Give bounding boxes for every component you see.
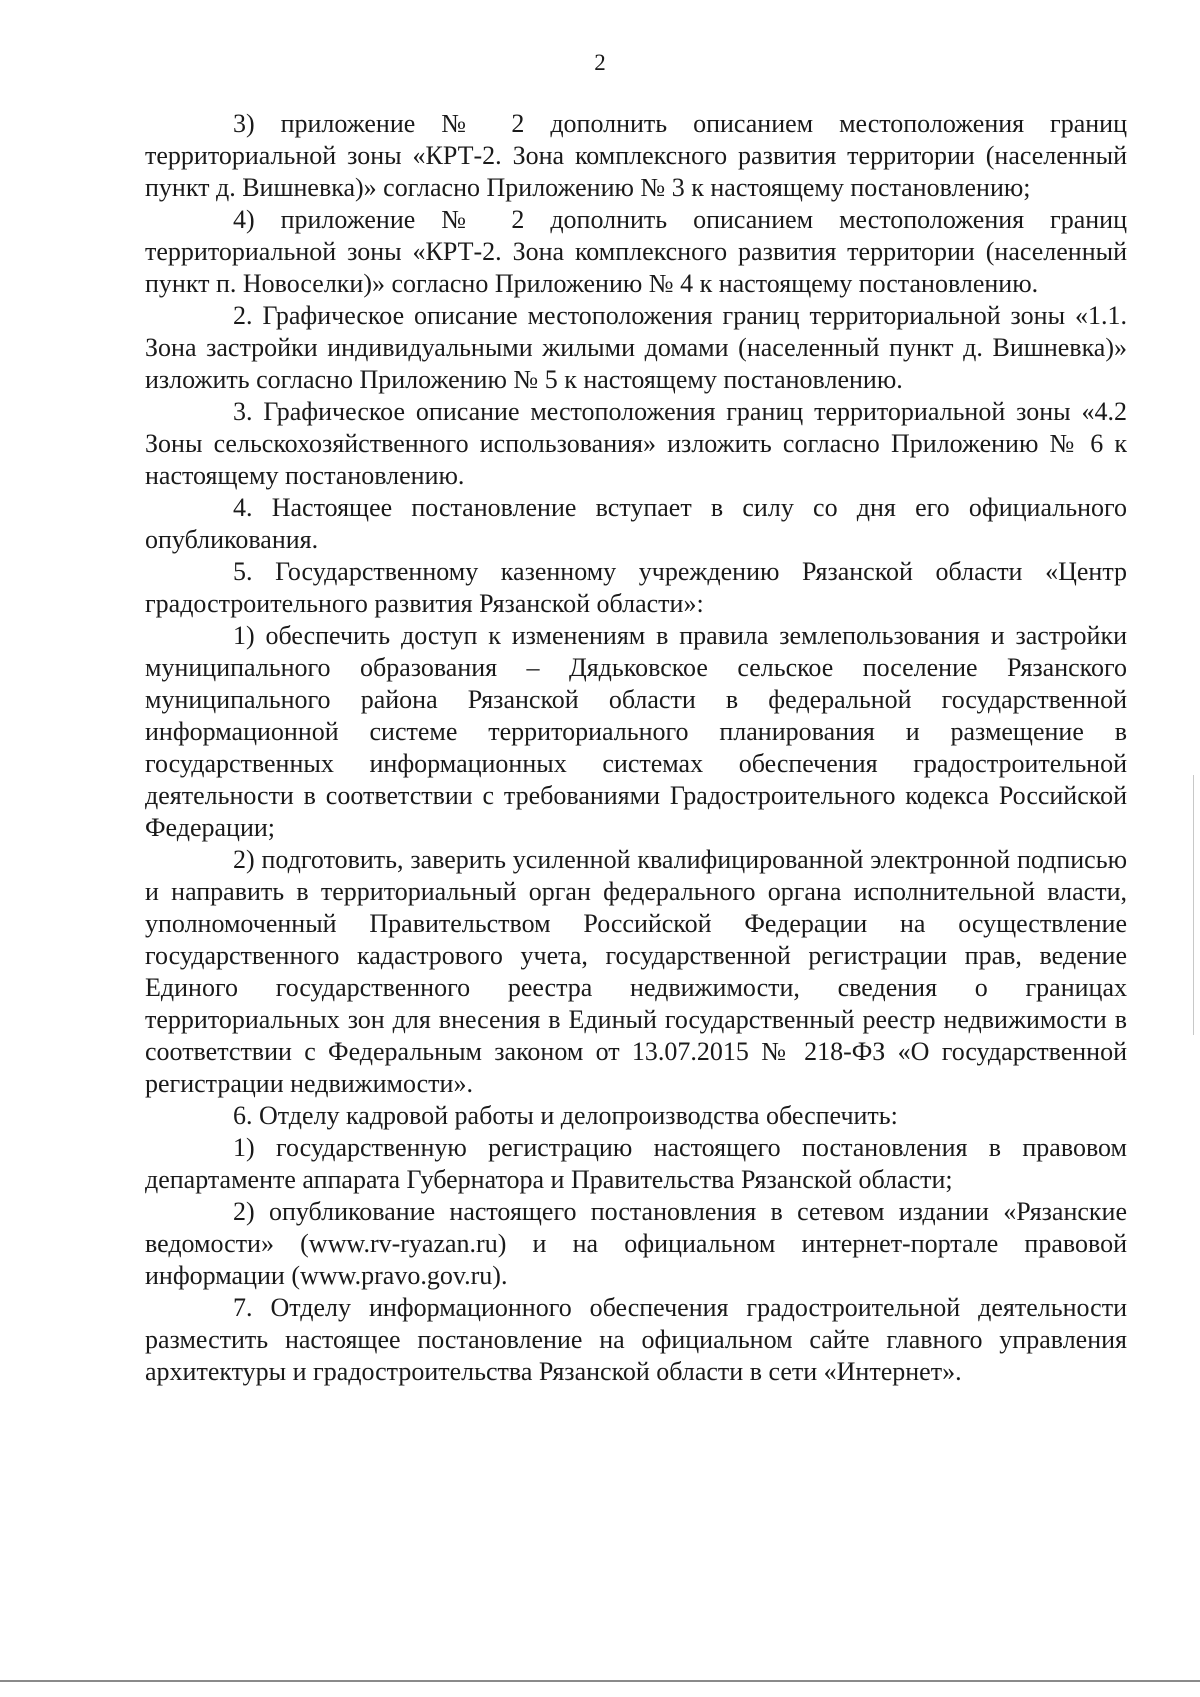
paragraph-5-item-2: 2) подготовить, заверить усиленной квалифицированной электронной подписью и направить в территориальный орган федерального органа исполнительной власти, уполномоченный Правительством Российской Федерации на осуществление государственного кадастрового учета, государственной регистрации прав, ведение Единого государственного реестра недвижимости, сведения о границах территориальных зон для внесения в Единый государственный реестр недвижимости в соответствии с Федеральным законом от 13.07.2015 № 218-ФЗ «О государственной регистрации недвижимости».: [145, 845, 1127, 1098]
paragraph-5-item-1: 1) обеспечить доступ к изменениям в правила землепользования и застройки муниципального образования – Дядьковское сельское поселение Рязанского муниципального района Рязанской области в федеральной государственной информационной системе территориального планирования и размещение в государственных информационных системах обеспечения градостроительной деятельности в соответствии с требованиями Градостроительного кодекса Российской Федерации;: [145, 621, 1127, 842]
paragraph-6: 6. Отделу кадровой работы и делопроизводства обеспечить:: [233, 1101, 898, 1130]
paragraph-5: 5. Государственному казенному учреждению Рязанской области «Центр градостроительного развития Рязанской области»:: [145, 557, 1127, 618]
item-4-appendix-2: 4) приложение № 2 дополнить описанием местоположения границ территориальной зоны «КРТ-2. Зона комплексного развития территории (населенный пункт п. Новоселки)» согласно Приложению № 4 к настоящему постановлению.: [145, 205, 1127, 298]
paragraph-6-item-2: 2) опубликование настоящего постановления в сетевом издании «Рязанские ведомости» (www.rv-ryazan.ru) и на официальном интернет-портале правовой информации (www.pravo.gov.ru).: [145, 1197, 1127, 1290]
page-number: 2: [594, 50, 606, 75]
paragraph-2: 2. Графическое описание местоположения границ территориальной зоны «1.1. Зона застройки индивидуальными жилыми домами (населенный пункт д. Вишневка)» изложить согласно Приложению № 5 к настоящему постановлению.: [145, 301, 1127, 394]
document-body: [145, 108, 1127, 1388]
paragraph-7: 7. Отделу информационного обеспечения градостроительной деятельности разместить настоящее постановление на официальном сайте главного управления архитектуры и градостроительства Рязанской области в сети «Интернет».: [145, 1293, 1127, 1386]
paragraph-3: 3. Графическое описание местоположения границ территориальной зоны «4.2 Зоны сельскохозяйственного использования» изложить согласно Приложению № 6 к настоящему постановлению.: [145, 397, 1127, 490]
item-3-appendix-2: 3) приложение № 2 дополнить описанием местоположения границ территориальной зоны «КРТ-2. Зона комплексного развития территории (населенный пункт д. Вишневка)» согласно Приложению № 3 к настоящему постановлению;: [145, 109, 1127, 202]
paragraph-4: 4. Настоящее постановление вступает в силу со дня его официального опубликования.: [145, 493, 1127, 554]
paragraph-6-item-1: 1) государственную регистрацию настоящего постановления в правовом департаменте аппарата Губернатора и Правительства Рязанской области;: [145, 1133, 1127, 1194]
scan-bottom-rule: [0, 1680, 1200, 1682]
scan-edge-mark: [1193, 775, 1194, 1035]
